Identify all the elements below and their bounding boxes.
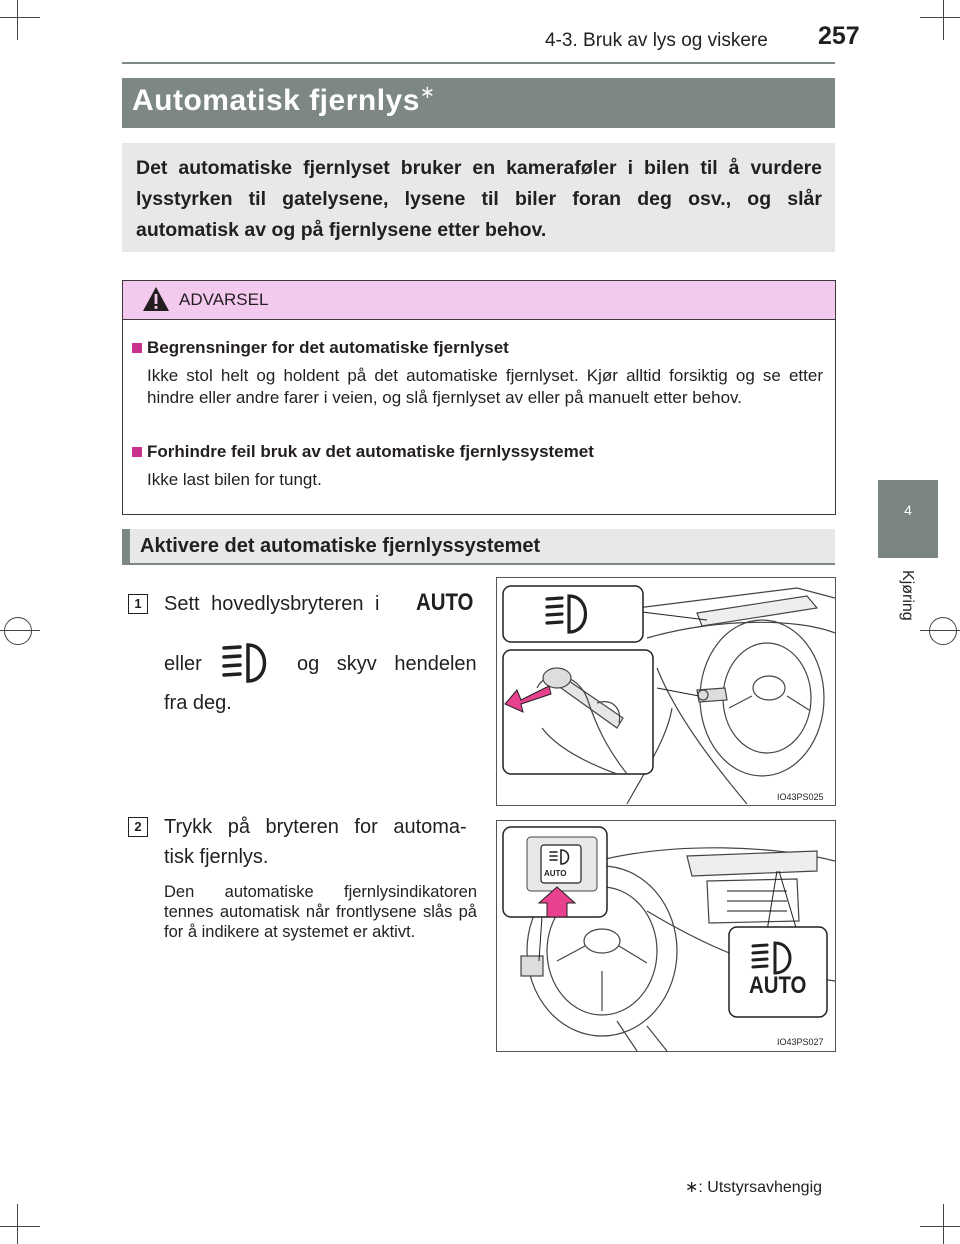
step-text-line: Trykk på bryteren for automa- xyxy=(164,816,467,838)
figure-code: IO43PS027 xyxy=(777,1037,824,1047)
step-number: 1 xyxy=(128,594,148,614)
step-text-line: og skyv hendelen xyxy=(297,653,477,675)
warning-header xyxy=(123,281,835,320)
page-title xyxy=(132,84,436,118)
warning-item-heading: Forhindre feil bruk av det automatiske fjernlyssystemet xyxy=(147,442,594,461)
step-text-line: eller xyxy=(164,653,202,675)
switch-auto-label: AUTO xyxy=(544,869,567,878)
step-number: 2 xyxy=(128,817,148,837)
bullet-square-icon xyxy=(132,447,142,457)
headlight-icon xyxy=(218,640,274,686)
page-title-text: Automatisk fjernlys xyxy=(132,84,420,117)
warning-box xyxy=(122,280,836,515)
step-text-line: tisk fjernlys. xyxy=(164,846,269,868)
section-accent xyxy=(122,529,130,563)
figure-drawing xyxy=(497,578,835,805)
warning-title: ADVARSEL xyxy=(179,290,269,309)
step-note: Den automatiske fjernlysindikatoren tennes automatisk når frontlysene slås på for å indikere at systemet er aktivt. xyxy=(164,883,477,941)
warning-item-text: Ikke stol helt og holdent på det automatiske fjernlyset. Kjør alltid forsiktig og se etter hindre eller andre farer i veien, og slå fjernlyset av eller på manuelt etter behov. xyxy=(147,366,823,407)
footnote-text: : Utstyrsavhengig xyxy=(698,1179,823,1196)
step-text-line: fra deg. xyxy=(164,692,232,714)
section-heading: Aktivere det automatiske fjernlyssystemet xyxy=(140,535,541,557)
page-title-bar xyxy=(122,78,835,128)
footnote-marker: ∗ xyxy=(685,1179,699,1196)
step-text-line: Sett hovedlysbryteren i xyxy=(164,593,380,615)
chapter-number: 4 xyxy=(904,502,912,518)
warning-item-heading: Begrensninger for det automatiske fjernlyset xyxy=(147,338,509,357)
figure-drawing xyxy=(497,821,835,1051)
header-section-ref: 4-3. Bruk av lys og viskere xyxy=(545,30,768,51)
chapter-tab xyxy=(878,480,938,558)
page-number: 257 xyxy=(818,22,860,50)
header-rule xyxy=(122,62,835,64)
title-asterisk: ∗ xyxy=(419,82,436,102)
warning-triangle-icon xyxy=(142,286,170,312)
auto-switch-label: AUTO xyxy=(416,589,474,616)
intro-text: Det automatiske fjernlyset bruker en kameraføler i bilen til å vurdere lysstyrken til gatelysene, lysene til biler foran deg osv., og slår automatisk av og på fjernlysene etter behov. xyxy=(136,157,822,241)
section-heading-bar xyxy=(122,529,835,565)
figure-code: IO43PS025 xyxy=(777,792,824,802)
chapter-label-text: Kjøring xyxy=(899,570,916,621)
warning-item-text: Ikke last bilen for tungt. xyxy=(147,470,322,489)
figure-headlight-lever xyxy=(496,577,836,806)
figure-auto-highbeam-switch xyxy=(496,820,836,1052)
indicator-auto-label: AUTO xyxy=(749,972,807,999)
footnote xyxy=(685,1177,822,1197)
chapter-label xyxy=(872,570,942,650)
intro-box xyxy=(122,143,835,252)
bullet-square-icon xyxy=(132,343,142,353)
